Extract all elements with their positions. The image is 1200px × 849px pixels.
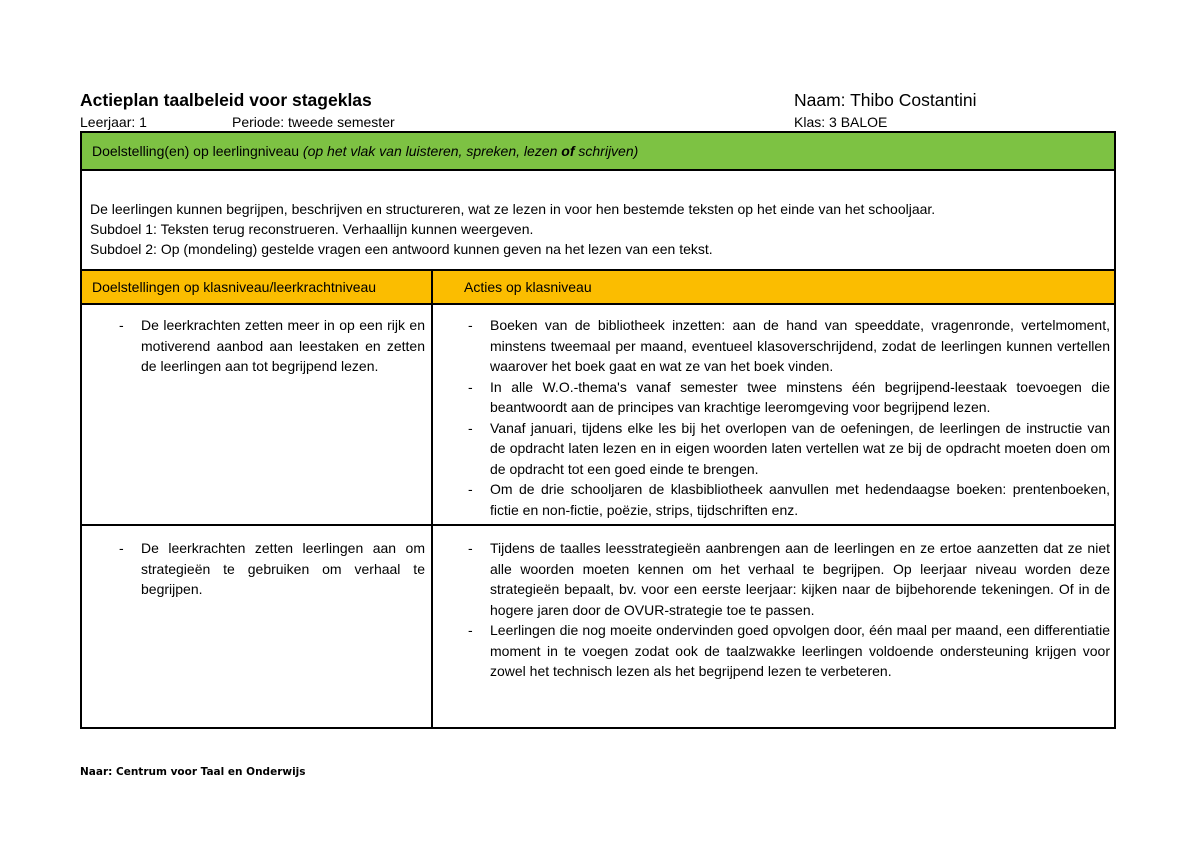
row-2-goal [115, 538, 425, 600]
goal-body [90, 199, 1100, 259]
row-1-goal [115, 315, 425, 377]
list-item: - Om de drie schooljaren de klasbibliotheek aanvullen met hedendaagse boeken: prentenboeken, fictie en non-fictie, poëzie, strips, tijdschriften enz. [464, 479, 1110, 520]
title-row [80, 90, 1120, 114]
source-footer: Naar: Centrum voor Taal en Onderwijs [80, 766, 306, 778]
list-item: - De leerkrachten zetten leerlingen aan om strategieën te gebruiken om verhaal te begrijpen. [115, 538, 425, 600]
column-header-right: Acties op klasniveau [464, 279, 592, 295]
column-header-row [82, 269, 1114, 305]
goal-header [82, 133, 1114, 171]
meta-row [80, 114, 1120, 132]
goal-header-bold: of [561, 143, 575, 159]
goal-header-italic-1: (op het vlak van luisteren, spreken, lezen [302, 143, 562, 159]
list-item: - Boeken van de bibliotheek inzetten: aan de hand van speeddate, vragenronde, vertelmoment, minstens tweemaal per maand, eventueel klasoverschrijdend, zodat de leerlingen kunnen vertellen waarover het boek gaat en wat ze van het boek vinden. [464, 315, 1110, 377]
list-item: - Vanaf januari, tijdens elke les bij het overlopen van de oefeningen, de leerlingen de instructie van de opdracht laten lezen en in eigen woorden laten vertellen wat ze bij de opdracht moeten doen om de opdracht tot een goed einde te brengen. [464, 418, 1110, 480]
list-item: - Leerlingen die nog moeite ondervinden goed opvolgen door, één maal per maand, een differentiatie moment in te voegen zodat ook de taalzwakke leerlingen voldoende ondersteuning krijgen voor zowel het technisch lezen als het begrijpend lezen te verbeteren. [464, 620, 1110, 682]
row-2-actions [464, 538, 1110, 682]
subgoal-1: Subdoel 1: Teksten terug reconstrueren. Verhaallijn kunnen weergeven. [90, 221, 534, 237]
row-1-actions [464, 315, 1110, 520]
action-plan-table [80, 131, 1116, 729]
column-divider [431, 269, 433, 729]
list-item: - De leerkrachten zetten meer in op een rijk en motiverend aanbod aan leestaken en zetten de leerlingen aan tot begrijpend lezen. [115, 315, 425, 377]
goal-header-italic-2: schrijven) [574, 143, 639, 159]
periode-label: Periode: tweede semester [232, 114, 395, 130]
goal-header-main: Doelstelling(en) op leerlingniveau [92, 143, 303, 159]
page-title: Actieplan taalbeleid voor stageklas [80, 90, 372, 110]
list-item: - In alle W.O.-thema's vanaf semester twee minstens één begrijpend-leestaak toevoegen die beantwoordt aan de principes van krachtige leeromgeving voor begrijpend lezen. [464, 377, 1110, 418]
row-divider [82, 524, 1114, 526]
student-name: Naam: Thibo Costantini [794, 90, 977, 110]
column-header-left: Doelstellingen op klasniveau/leerkrachtniveau [92, 279, 377, 295]
goal-line: De leerlingen kunnen begrijpen, beschrijven en structureren, wat ze lezen in voor hen bestemde teksten op het einde van het schooljaar. [90, 201, 936, 217]
list-item: - Tijdens de taalles leesstrategieën aanbrengen aan de leerlingen en ze ertoe aanzetten dat ze niet alle woorden moeten kennen om het verhaal te begrijpen. Op leerjaar niveau worden deze strategieën bepaalt, bv. voor een eerste leerjaar: kijken naar de bijbehorende tekeningen. Of in de hogere jaren door de OVUR-strategie toe te passen. [464, 538, 1110, 620]
subgoal-2: Subdoel 2: Op (mondeling) gestelde vragen een antwoord kunnen geven na het lezen van een tekst. [90, 241, 713, 257]
klas-label: Klas: 3 BALOE [794, 114, 888, 130]
leerjaar-label: Leerjaar: 1 [80, 114, 147, 130]
